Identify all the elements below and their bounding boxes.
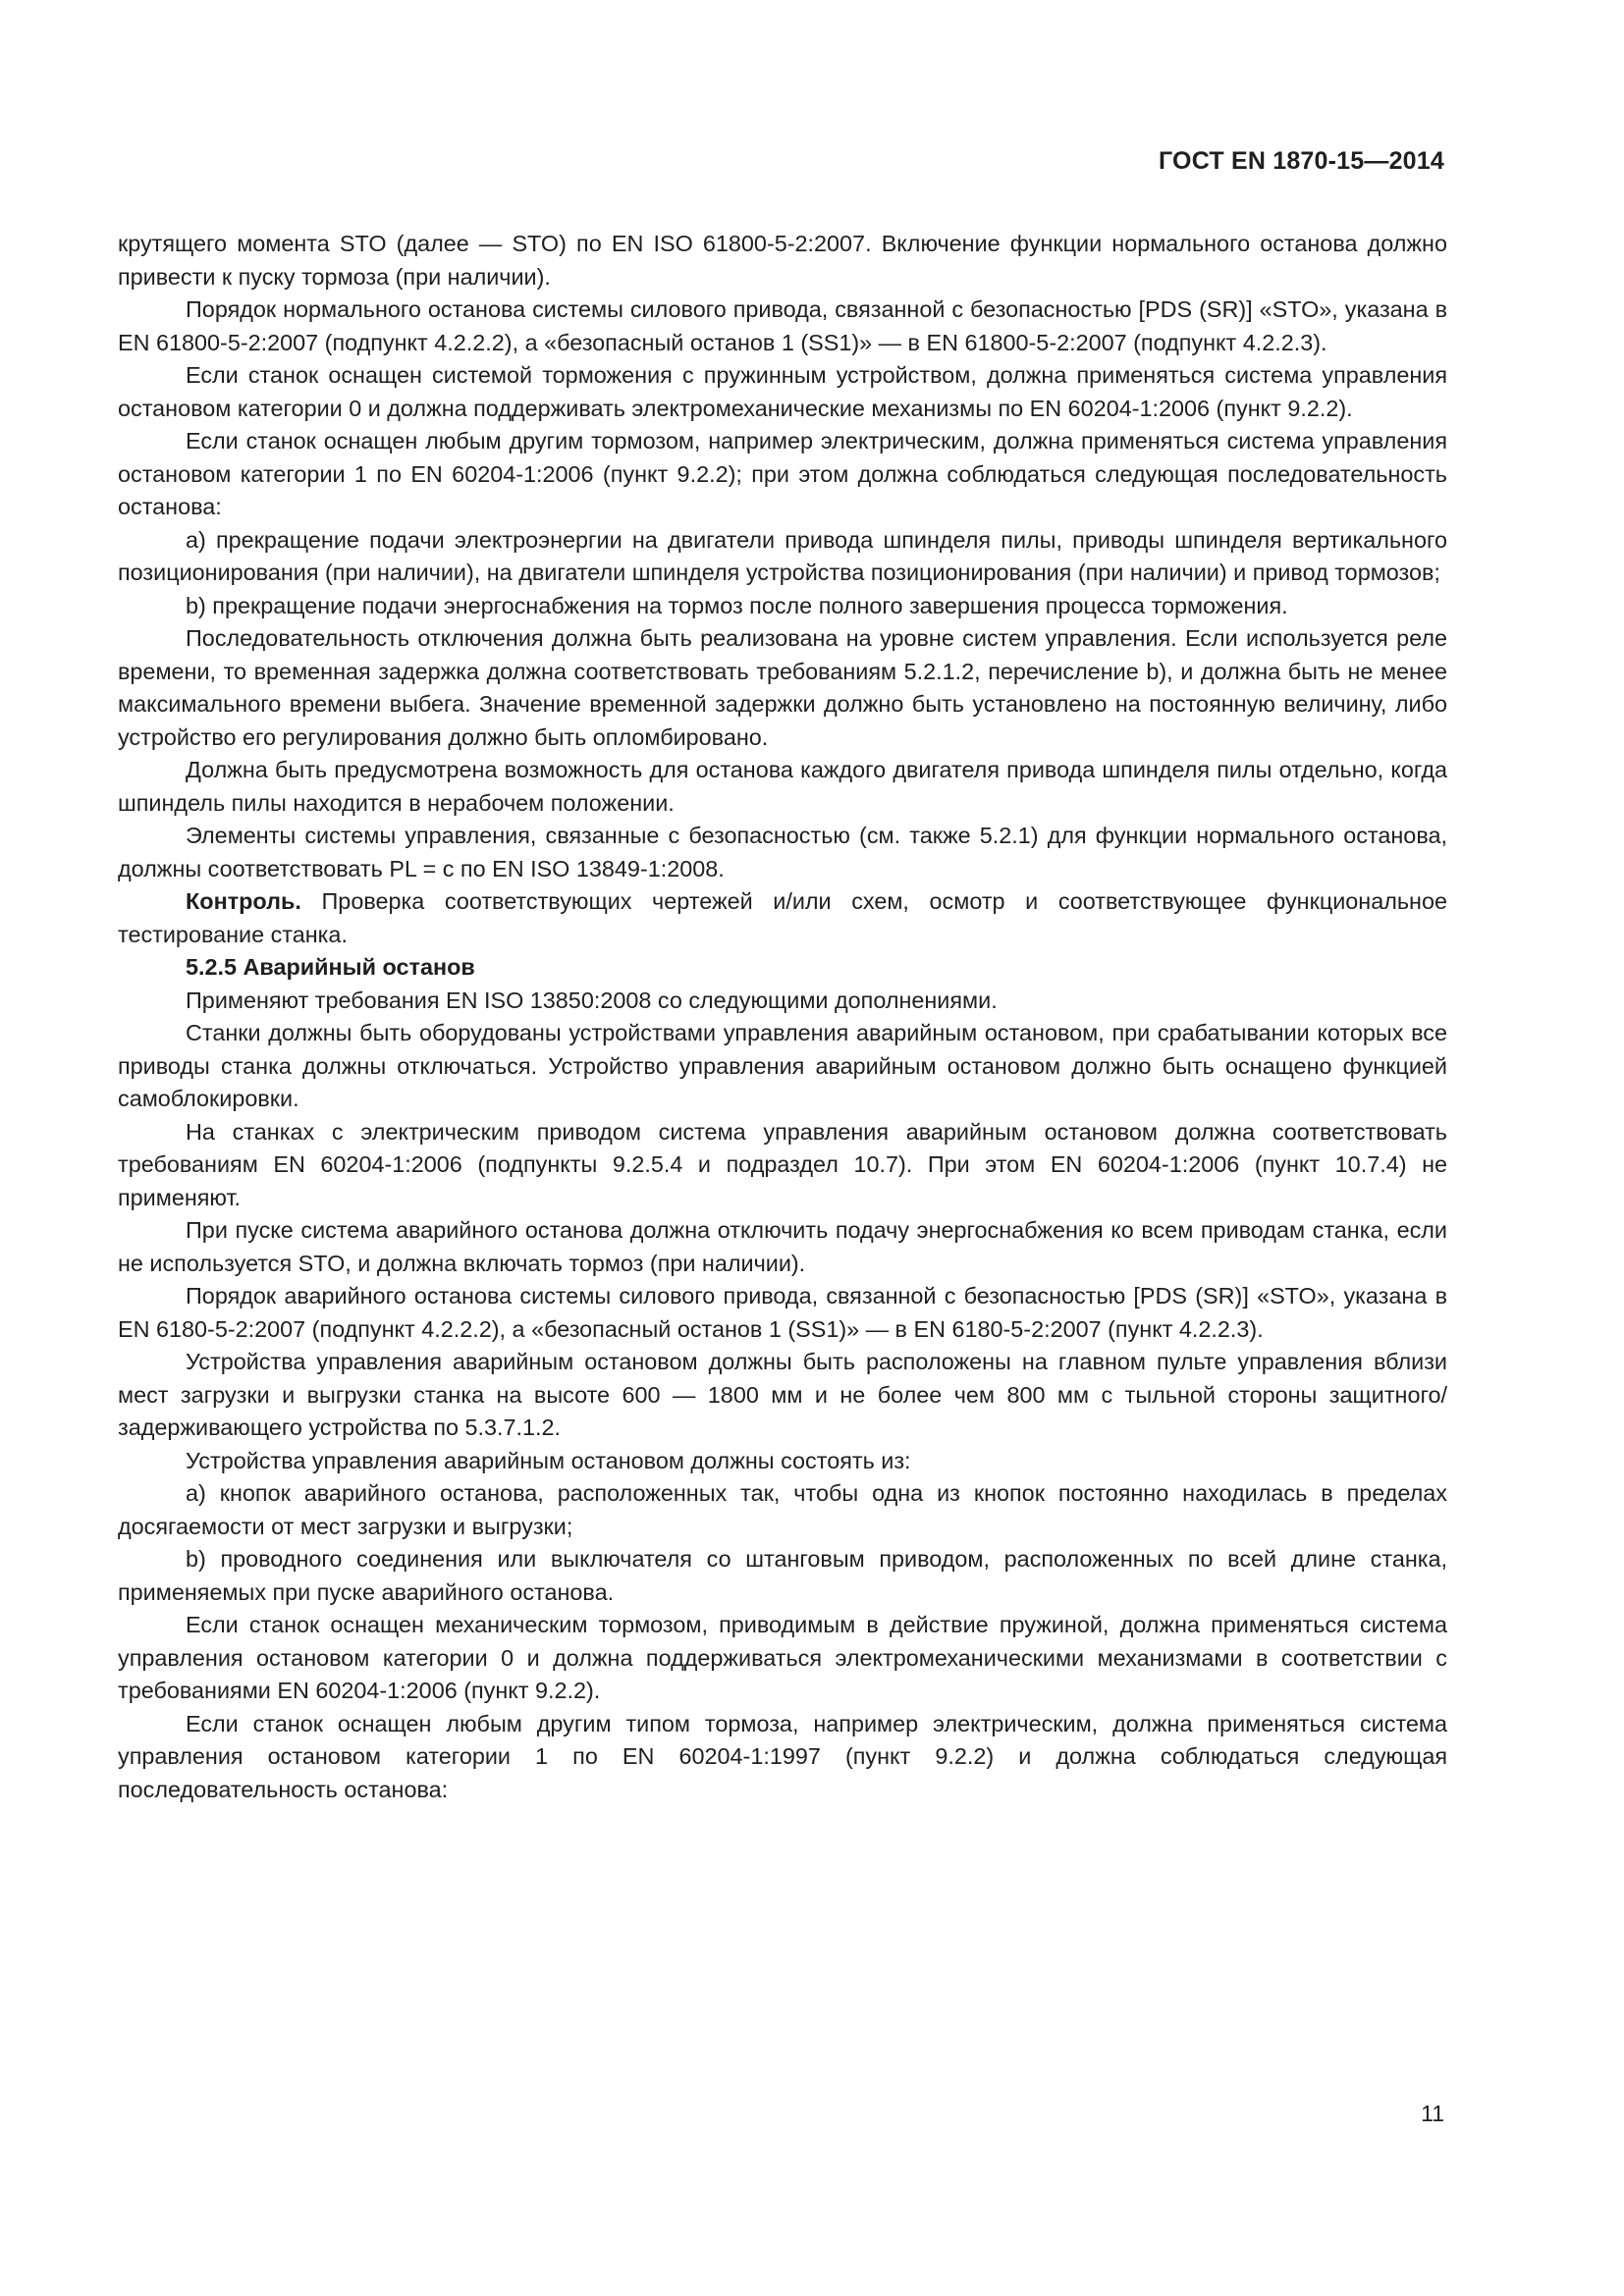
- paragraph: Порядок нормального останова системы силового привода, связанной с безопасностью [PDS (SR)] «STO», указана в EN 61800-5-2:2007 (подпункт 4.2.2.2), а «безопасный останов 1 (SS1)» — в EN 61800-5-2:2007 (подпункт 4.2.2.3).: [118, 296, 1447, 355]
- paragraph: При пуске система аварийного останова должна отключить подачу энергоснабжения ко всем приводам станка, если не используется STO, и должна включать тормоз (при наличии).: [118, 1217, 1447, 1276]
- list-item: a) прекращение подачи электроэнергии на двигатели привода шпинделя пилы, приводы шпинделя вертикального позиционирования (при наличии), на двигатели шпинделя устройства позиционирования (при наличии) и привод тормозов;: [118, 526, 1447, 585]
- list-item: b) проводного соединения или выключателя со штанговым приводом, расположенных по всей длине станка, применяемых при пуске аварийного останова.: [118, 1546, 1447, 1605]
- control-text: Проверка соответствующих чертежей и/или схем, осмотр и соответствующее функциональное тестирование станка.: [118, 888, 1447, 947]
- paragraph: Должна быть предусмотрена возможность для останова каждого двигателя привода шпинделя пилы отдельно, когда шпиндель пилы находится в нерабочем положении.: [118, 757, 1447, 816]
- paragraph: Если станок оснащен системой торможения с пружинным устройством, должна применяться система управления остановом категории 0 и должна поддерживать электромеханические механизмы по EN 60204-1:2006 (пункт 9.2.2).: [118, 362, 1447, 421]
- document-header: ГОСТ EN 1870-15—2014: [1159, 147, 1444, 175]
- page-number: 11: [1421, 2101, 1444, 2126]
- paragraph: крутящего момента STO (далее — STO) по EN ISO 61800-5-2:2007. Включение функции нормального останова должно привести к пуску тормоза (при наличии).: [118, 231, 1447, 290]
- paragraph: Если станок оснащен любым другим тормозом, например электрическим, должна применяться система управления остановом категории 1 по EN 60204-1:2006 (пункт 9.2.2); при этом должна соблюдаться следующая последовательность останова:: [118, 428, 1447, 519]
- list-item: a) кнопок аварийного останова, расположенных так, чтобы одна из кнопок постоянно находилась в пределах досягаемости от мест загрузки и выгрузки;: [118, 1480, 1447, 1539]
- paragraph: Применяют требования EN ISO 13850:2008 со следующими дополнениями.: [186, 987, 998, 1013]
- paragraph: Если станок оснащен любым другим типом тормоза, например электрическим, должна применяться система управления остановом категории 1 по EN 60204-1:1997 (пункт 9.2.2) и должна соблюдаться следующая последовательность останова:: [118, 1710, 1447, 1802]
- document-body: [118, 228, 1447, 1806]
- paragraph: На станках с электрическим приводом система управления аварийным остановом должна соответствовать требованиям EN 60204-1:2006 (подпункты 9.2.5.4 и подраздел 10.7). При этом EN 60204-1:2006 (пункт 10.7.4) не применяют.: [118, 1118, 1447, 1210]
- section-heading: 5.2.5 Аварийный останов: [186, 954, 475, 980]
- paragraph: Устройства управления аварийным остановом должны быть расположены на главном пульте управления вблизи мест загрузки и выгрузки станка на высоте 600 — 1800 мм и не более чем 800 мм с тыльной стороны защитного/задерживающего устройства по 5.3.7.1.2.: [118, 1349, 1447, 1440]
- paragraph: Если станок оснащен механическим тормозом, приводимым в действие пружиной, должна применяться система управления остановом категории 0 и должна поддерживаться электромеханическими механизмами в соответствии с требованиями EN 60204-1:2006 (пункт 9.2.2).: [118, 1612, 1447, 1703]
- control-paragraph: [118, 885, 1447, 951]
- paragraph: Элементы системы управления, связанные с безопасностью (см. также 5.2.1) для функции нормального останова, должны соответствовать PL = c по EN ISO 13849-1:2008.: [118, 823, 1447, 881]
- control-label: Контроль.: [186, 888, 301, 914]
- paragraph: Порядок аварийного останова системы силового привода, связанной с безопасностью [PDS (SR)] «STO», указана в EN 6180-5-2:2007 (подпункт 4.2.2.2), а «безопасный останов 1 (SS1)» — в EN 6180-5-2:2007 (пункт 4.2.2.3).: [118, 1283, 1447, 1342]
- list-item: b) прекращение подачи энергоснабжения на тормоз после полного завершения процесса торможения.: [186, 592, 1288, 618]
- paragraph: Последовательность отключения должна быть реализована на уровне систем управления. Если используется реле времени, то временная задержка должна соответствовать требованиям 5.2.1.2, перечисление b), и должна быть не менее максимального времени выбега. Значение временной задержки должно быть установлено на постоянную величину, либо устройство его регулирования должно быть опломбировано.: [118, 625, 1447, 750]
- paragraph: Устройства управления аварийным остановом должны состоять из:: [186, 1447, 911, 1473]
- paragraph: Станки должны быть оборудованы устройствами управления аварийным остановом, при срабатывании которых все приводы станка должны отключаться. Устройство управления аварийным остановом должно быть оснащено функцией самоблокировки.: [118, 1020, 1447, 1111]
